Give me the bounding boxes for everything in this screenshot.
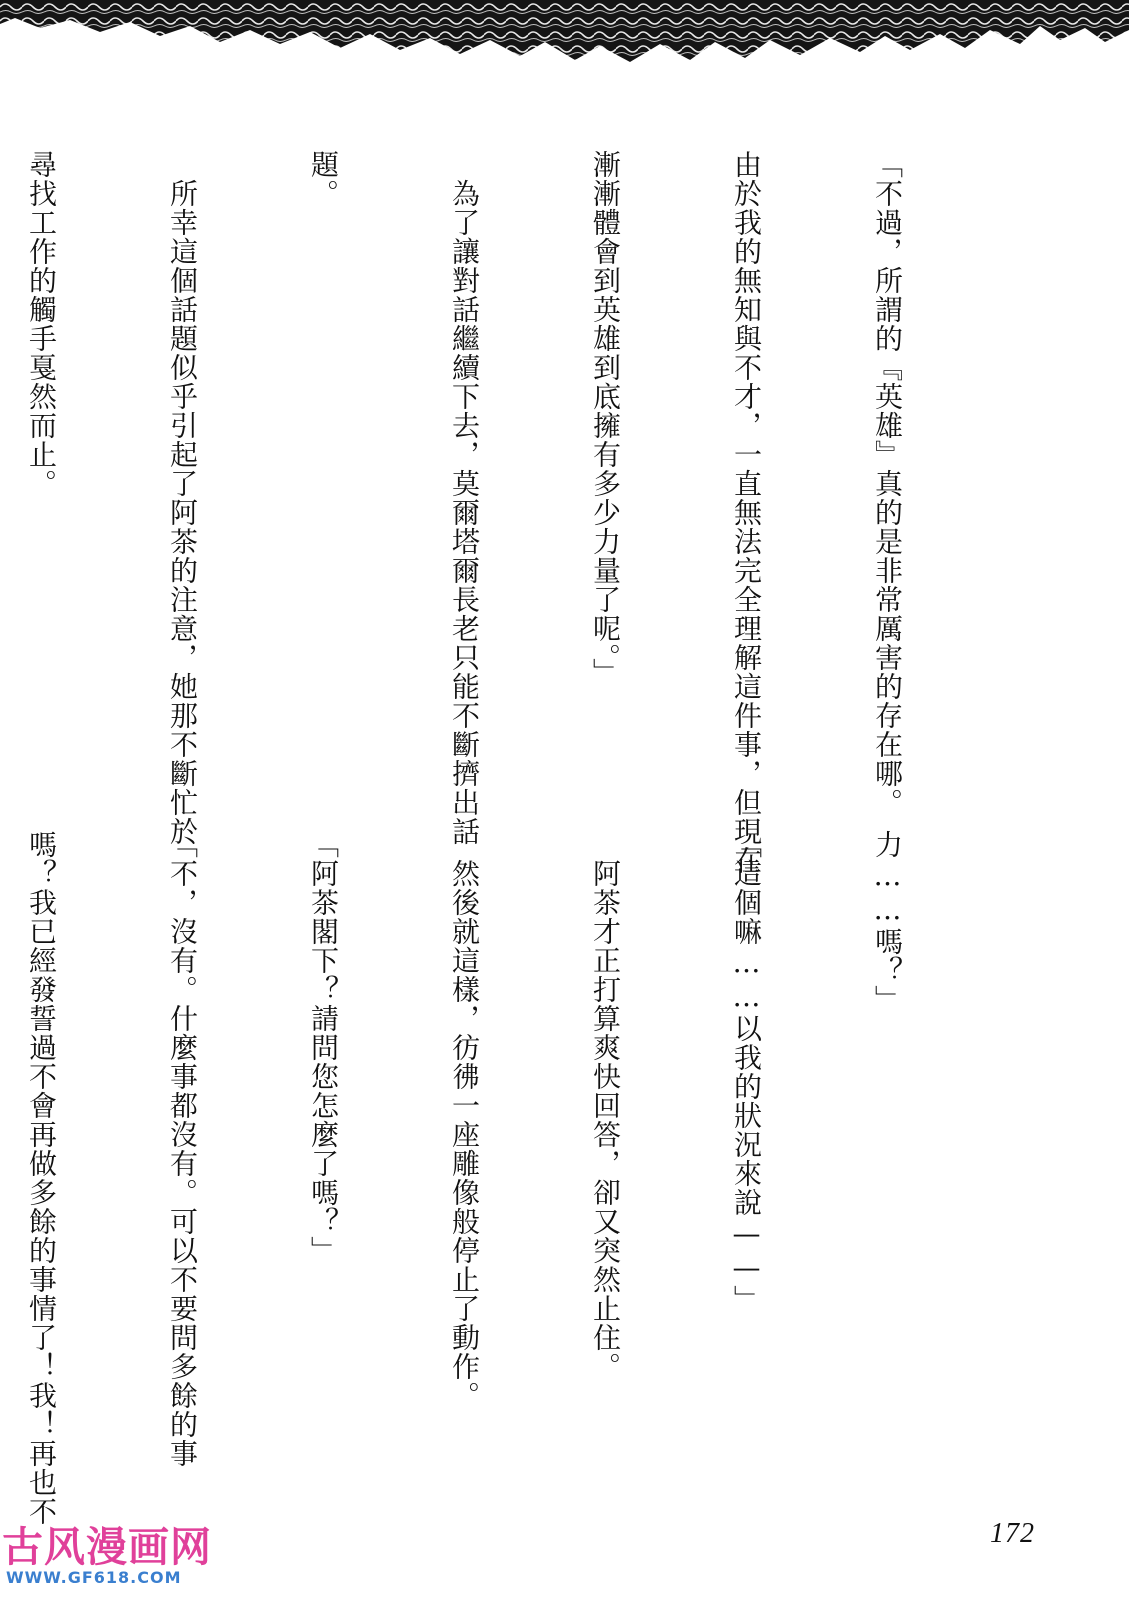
text-line: 嗎？我已經發誓過不會再做多餘的事情了！我！再也不	[25, 830, 58, 1526]
text-line: 為了讓對話繼續下去，莫爾塔爾長老只能不斷擠出話	[448, 150, 481, 846]
text-line: 所幸這個話題似乎引起了阿茶的注意，她那不斷忙於	[166, 150, 199, 846]
site-watermark[interactable]	[0, 1510, 230, 1600]
text-line: 「這個嘛……以我的狀況來說——」	[730, 830, 763, 1314]
torn-ink-border	[0, 0, 1129, 70]
text-line: 力……嗎？」	[871, 830, 904, 1014]
text-line: 由於我的無知與不才，一直無法完全理解這件事，但現在	[730, 150, 763, 875]
text-line: 阿茶才正打算爽快回答，卻又突然止住。	[589, 830, 622, 1381]
text-line: 「不過，所謂的『英雄』真的是非常厲害的存在哪。	[871, 150, 904, 817]
text-line: 然後就這樣，彷彿一座雕像般停止了動作。	[448, 830, 481, 1410]
text-line: 漸漸體會到英雄到底擁有多少力量了呢。」	[589, 150, 622, 687]
text-line: 題。	[307, 150, 340, 208]
text-line: 「阿茶閣下？請問您怎麼了嗎？」	[307, 830, 340, 1265]
watermark-name: 古风漫画网	[2, 1523, 212, 1571]
upper-text-block	[25, 150, 1005, 875]
lower-text-block	[25, 830, 1005, 1526]
watermark-url[interactable]: WWW.GF618.COM	[6, 1568, 182, 1587]
text-line: 「不，沒有。什麼事都沒有。可以不要問多餘的事	[166, 830, 199, 1468]
page-number: 172	[990, 1518, 1035, 1549]
text-line: 尋找工作的觸手戛然而止。	[25, 150, 58, 498]
